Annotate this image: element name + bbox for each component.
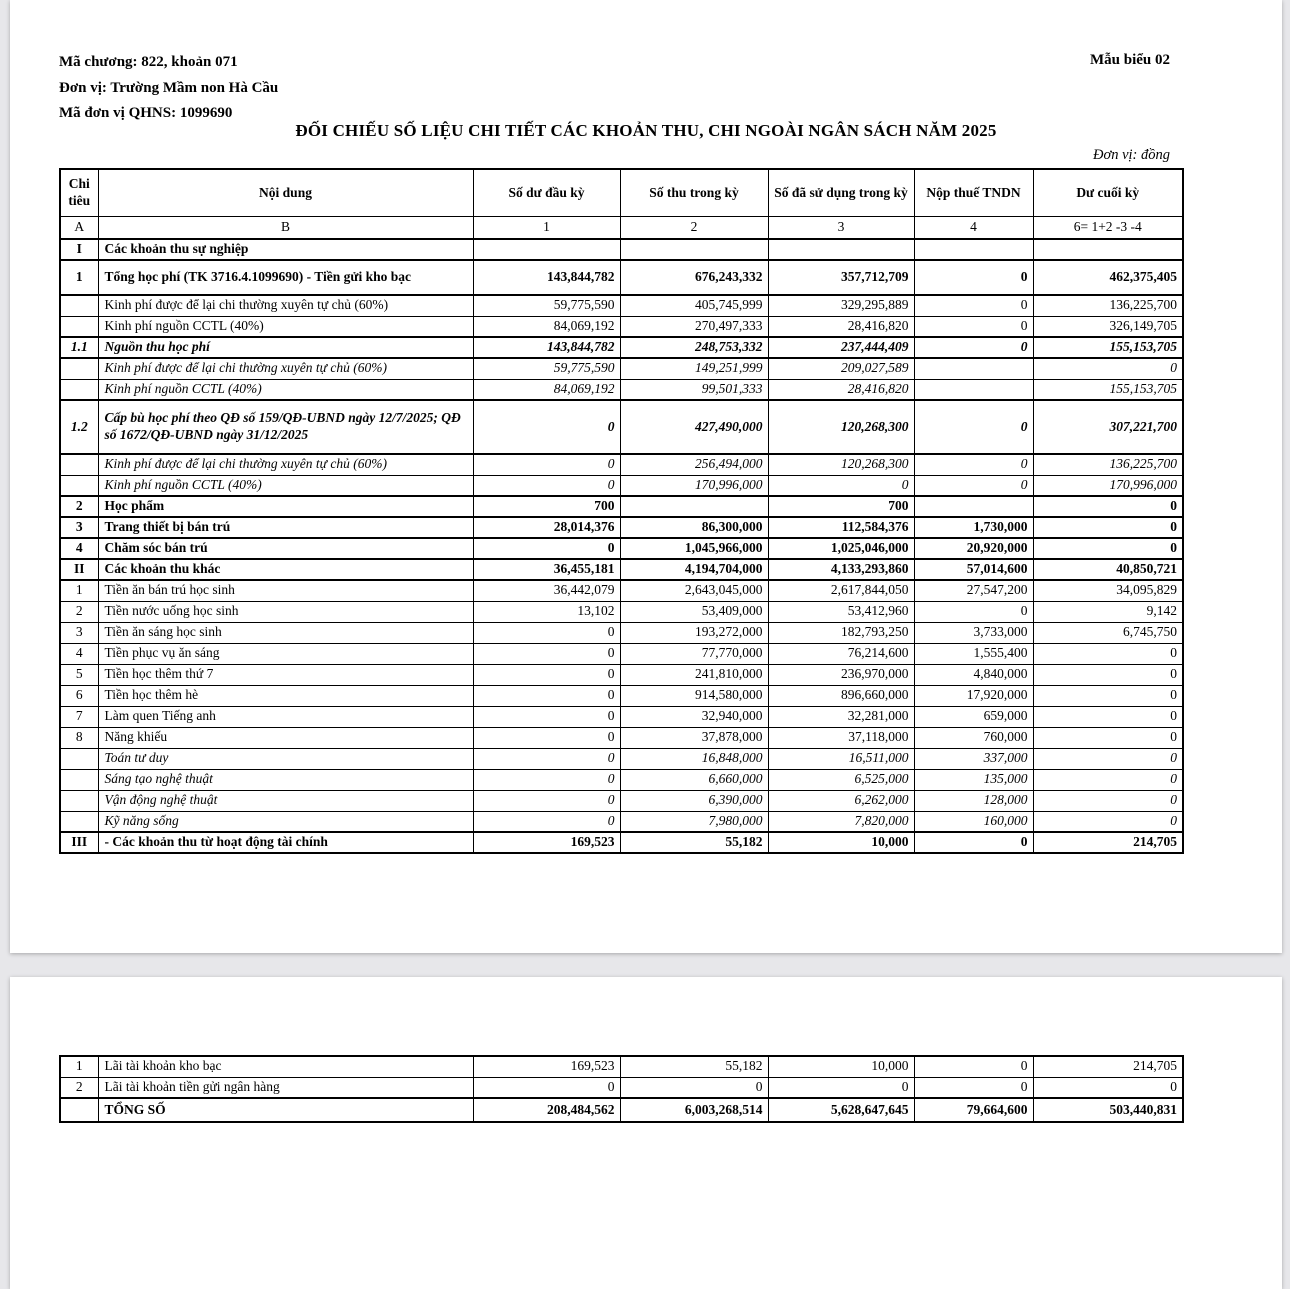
cell-item-code: 1 — [60, 580, 98, 601]
cell-opening-balance: 13,102 — [473, 601, 620, 622]
cell-revenue-in-period: 7,980,000 — [620, 811, 768, 832]
cell-opening-balance: 59,775,590 — [473, 295, 620, 316]
cell-used-in-period: 10,000 — [768, 832, 914, 853]
cell-opening-balance: 0 — [473, 706, 620, 727]
cell-tndn-tax — [914, 496, 1033, 517]
cell-item-code: I — [60, 239, 98, 260]
cell-closing-balance: 0 — [1033, 643, 1183, 664]
cell-revenue-in-period — [620, 496, 768, 517]
cell-revenue-in-period: 427,490,000 — [620, 400, 768, 454]
cell-item-code: 1 — [60, 1056, 98, 1077]
cell-content-label: Toán tư duy — [98, 748, 473, 769]
cell-closing-balance: 34,095,829 — [1033, 580, 1183, 601]
cell-revenue-in-period: 16,848,000 — [620, 748, 768, 769]
qhns-code-line: Mã đơn vị QHNS: 1099690 — [59, 105, 233, 121]
table-row — [60, 664, 1183, 685]
cell-revenue-in-period: 2,643,045,000 — [620, 580, 768, 601]
column-header-2: Số dư đầu kỳ — [473, 169, 620, 217]
cell-revenue-in-period: 1,045,966,000 — [620, 538, 768, 559]
cell-used-in-period: 329,295,889 — [768, 295, 914, 316]
cell-tndn-tax: 659,000 — [914, 706, 1033, 727]
cell-content-label: Tổng học phí (TK 3716.4.1099690) - Tiền gửi kho bạc — [98, 260, 473, 295]
table-row — [60, 601, 1183, 622]
column-index-2: 1 — [473, 217, 620, 240]
chapter-code-line: Mã chương: 822, khoản 071 — [59, 54, 238, 70]
cell-revenue-in-period: 6,003,268,514 — [620, 1098, 768, 1122]
cell-closing-balance: 9,142 — [1033, 601, 1183, 622]
cell-tndn-tax: 57,014,600 — [914, 559, 1033, 580]
cell-closing-balance: 0 — [1033, 790, 1183, 811]
cell-tndn-tax: 17,920,000 — [914, 685, 1033, 706]
document-meta — [59, 50, 278, 127]
cell-content-label: Tiền học thêm thứ 7 — [98, 664, 473, 685]
header-index-row — [60, 217, 1183, 240]
cell-opening-balance: 700 — [473, 496, 620, 517]
cell-content-label: TỔNG SỐ — [98, 1098, 473, 1122]
cell-item-code: 5 — [60, 664, 98, 685]
cell-opening-balance: 84,069,192 — [473, 379, 620, 400]
cell-item-code — [60, 379, 98, 400]
cell-content-label: Tiền học thêm hè — [98, 685, 473, 706]
cell-content-label: Tiền nước uống học sinh — [98, 601, 473, 622]
cell-item-code: 1.1 — [60, 337, 98, 358]
cell-opening-balance: 0 — [473, 622, 620, 643]
cell-content-label: Các khoản thu khác — [98, 559, 473, 580]
column-index-0: A — [60, 217, 98, 240]
cell-item-code: 4 — [60, 643, 98, 664]
cell-tndn-tax: 135,000 — [914, 769, 1033, 790]
cell-revenue-in-period: 4,194,704,000 — [620, 559, 768, 580]
cell-revenue-in-period: 914,580,000 — [620, 685, 768, 706]
cell-tndn-tax — [914, 358, 1033, 379]
cell-opening-balance: 143,844,782 — [473, 260, 620, 295]
cell-used-in-period: 7,820,000 — [768, 811, 914, 832]
cell-revenue-in-period: 55,182 — [620, 832, 768, 853]
cell-opening-balance: 0 — [473, 538, 620, 559]
cell-tndn-tax: 160,000 — [914, 811, 1033, 832]
table-row — [60, 475, 1183, 496]
cell-item-code: 2 — [60, 496, 98, 517]
cell-closing-balance: 0 — [1033, 685, 1183, 706]
cell-tndn-tax: 4,840,000 — [914, 664, 1033, 685]
reconciliation-table — [59, 168, 1184, 854]
cell-tndn-tax: 0 — [914, 1077, 1033, 1098]
cell-item-code: 1 — [60, 260, 98, 295]
cell-closing-balance: 0 — [1033, 538, 1183, 559]
cell-used-in-period: 237,444,409 — [768, 337, 914, 358]
cell-content-label: Vận động nghệ thuật — [98, 790, 473, 811]
cell-used-in-period: 5,628,647,645 — [768, 1098, 914, 1122]
cell-closing-balance: 0 — [1033, 664, 1183, 685]
unit-name-line: Đơn vị: Trường Mầm non Hà Cầu — [59, 79, 279, 96]
table-row — [60, 1098, 1183, 1122]
cell-tndn-tax: 27,547,200 — [914, 580, 1033, 601]
cell-content-label: Nguồn thu học phí — [98, 337, 473, 358]
cell-item-code: 2 — [60, 1077, 98, 1098]
cell-closing-balance: 0 — [1033, 1077, 1183, 1098]
cell-tndn-tax: 0 — [914, 832, 1033, 853]
cell-content-label: Kinh phí nguồn CCTL (40%) — [98, 475, 473, 496]
cell-tndn-tax: 337,000 — [914, 748, 1033, 769]
cell-used-in-period: 2,617,844,050 — [768, 580, 914, 601]
table-body — [60, 239, 1183, 853]
table-row — [60, 239, 1183, 260]
cell-revenue-in-period: 99,501,333 — [620, 379, 768, 400]
cell-revenue-in-period: 149,251,999 — [620, 358, 768, 379]
cell-tndn-tax — [914, 379, 1033, 400]
cell-opening-balance — [473, 239, 620, 260]
cell-content-label: Lãi tài khoản tiền gửi ngân hàng — [98, 1077, 473, 1098]
table-row — [60, 706, 1183, 727]
table-row — [60, 1077, 1183, 1098]
cell-used-in-period — [768, 239, 914, 260]
table-row — [60, 790, 1183, 811]
cell-opening-balance: 0 — [473, 1077, 620, 1098]
cell-opening-balance: 28,014,376 — [473, 517, 620, 538]
cell-revenue-in-period: 6,660,000 — [620, 769, 768, 790]
table-row — [60, 496, 1183, 517]
cell-used-in-period: 4,133,293,860 — [768, 559, 914, 580]
table-row — [60, 454, 1183, 475]
cell-content-label: Học phẩm — [98, 496, 473, 517]
cell-tndn-tax: 20,920,000 — [914, 538, 1033, 559]
cell-used-in-period: 10,000 — [768, 1056, 914, 1077]
cell-opening-balance: 36,455,181 — [473, 559, 620, 580]
cell-revenue-in-period: 193,272,000 — [620, 622, 768, 643]
cell-opening-balance: 0 — [473, 727, 620, 748]
cell-revenue-in-period: 405,745,999 — [620, 295, 768, 316]
cell-content-label: Kinh phí được để lại chi thường xuyên tự chủ (60%) — [98, 454, 473, 475]
cell-closing-balance: 170,996,000 — [1033, 475, 1183, 496]
table-row — [60, 538, 1183, 559]
cell-opening-balance: 0 — [473, 769, 620, 790]
cell-tndn-tax: 3,733,000 — [914, 622, 1033, 643]
cell-used-in-period: 112,584,376 — [768, 517, 914, 538]
cell-tndn-tax: 0 — [914, 475, 1033, 496]
column-header-6: Dư cuối kỳ — [1033, 169, 1183, 217]
cell-item-code: 3 — [60, 517, 98, 538]
cell-closing-balance: 326,149,705 — [1033, 316, 1183, 337]
cell-closing-balance: 40,850,721 — [1033, 559, 1183, 580]
cell-opening-balance: 0 — [473, 475, 620, 496]
cell-closing-balance: 0 — [1033, 769, 1183, 790]
table-header — [60, 169, 1183, 239]
cell-closing-balance — [1033, 239, 1183, 260]
cell-used-in-period: 236,970,000 — [768, 664, 914, 685]
cell-tndn-tax: 0 — [914, 337, 1033, 358]
table-row — [60, 685, 1183, 706]
table-row — [60, 260, 1183, 295]
cell-tndn-tax: 0 — [914, 316, 1033, 337]
cell-revenue-in-period: 55,182 — [620, 1056, 768, 1077]
cell-used-in-period: 6,262,000 — [768, 790, 914, 811]
cell-tndn-tax — [914, 239, 1033, 260]
cell-used-in-period: 357,712,709 — [768, 260, 914, 295]
cell-content-label: Trang thiết bị bán trú — [98, 517, 473, 538]
cell-used-in-period: 53,412,960 — [768, 601, 914, 622]
cell-item-code — [60, 769, 98, 790]
cell-content-label: Kinh phí nguồn CCTL (40%) — [98, 379, 473, 400]
cell-opening-balance: 0 — [473, 685, 620, 706]
table-row — [60, 337, 1183, 358]
cell-tndn-tax: 1,555,400 — [914, 643, 1033, 664]
cell-closing-balance: 0 — [1033, 358, 1183, 379]
cell-used-in-period: 896,660,000 — [768, 685, 914, 706]
cell-opening-balance: 59,775,590 — [473, 358, 620, 379]
cell-closing-balance: 0 — [1033, 517, 1183, 538]
cell-used-in-period: 1,025,046,000 — [768, 538, 914, 559]
cell-revenue-in-period: 270,497,333 — [620, 316, 768, 337]
table-row — [60, 727, 1183, 748]
cell-closing-balance: 0 — [1033, 496, 1183, 517]
cell-tndn-tax: 0 — [914, 1056, 1033, 1077]
cell-content-label: Tiền ăn sáng học sinh — [98, 622, 473, 643]
table-row — [60, 643, 1183, 664]
column-index-6: 6= 1+2 -3 -4 — [1033, 217, 1183, 240]
cell-content-label: Tiền phục vụ ăn sáng — [98, 643, 473, 664]
cell-revenue-in-period: 256,494,000 — [620, 454, 768, 475]
cell-closing-balance: 155,153,705 — [1033, 379, 1183, 400]
cell-revenue-in-period: 241,810,000 — [620, 664, 768, 685]
cell-closing-balance: 0 — [1033, 748, 1183, 769]
table-row — [60, 622, 1183, 643]
cell-item-code — [60, 454, 98, 475]
cell-opening-balance: 0 — [473, 400, 620, 454]
cell-item-code: 7 — [60, 706, 98, 727]
cell-opening-balance: 84,069,192 — [473, 316, 620, 337]
table-row — [60, 517, 1183, 538]
table-row — [60, 559, 1183, 580]
table-row — [60, 358, 1183, 379]
cell-opening-balance: 169,523 — [473, 832, 620, 853]
cell-content-label: Kinh phí nguồn CCTL (40%) — [98, 316, 473, 337]
cell-closing-balance: 0 — [1033, 706, 1183, 727]
cell-used-in-period: 120,268,300 — [768, 400, 914, 454]
cell-item-code: 2 — [60, 601, 98, 622]
cell-closing-balance: 214,705 — [1033, 1056, 1183, 1077]
cell-revenue-in-period: 53,409,000 — [620, 601, 768, 622]
cell-used-in-period: 76,214,600 — [768, 643, 914, 664]
column-index-3: 2 — [620, 217, 768, 240]
cell-item-code — [60, 475, 98, 496]
cell-content-label: Kinh phí được để lại chi thường xuyên tự chủ (60%) — [98, 295, 473, 316]
cell-closing-balance: 136,225,700 — [1033, 295, 1183, 316]
page-1 — [10, 0, 1282, 953]
cell-item-code: 3 — [60, 622, 98, 643]
cell-item-code: 4 — [60, 538, 98, 559]
cell-closing-balance: 503,440,831 — [1033, 1098, 1183, 1122]
cell-revenue-in-period — [620, 239, 768, 260]
currency-unit-note: Đơn vị: đồng — [1092, 147, 1170, 163]
cell-item-code: II — [60, 559, 98, 580]
cell-content-label: Sáng tạo nghệ thuật — [98, 769, 473, 790]
column-header-4: Số đã sử dụng trong kỳ — [768, 169, 914, 217]
cell-used-in-period: 6,525,000 — [768, 769, 914, 790]
cell-closing-balance: 0 — [1033, 727, 1183, 748]
cell-tndn-tax: 128,000 — [914, 790, 1033, 811]
cell-tndn-tax: 1,730,000 — [914, 517, 1033, 538]
cell-revenue-in-period: 6,390,000 — [620, 790, 768, 811]
document-title: ĐỐI CHIẾU SỐ LIỆU CHI TIẾT CÁC KHOẢN THU, CHI NGOÀI NGÂN SÁCH NĂM 2025 — [295, 121, 997, 140]
table-row — [60, 295, 1183, 316]
cell-closing-balance: 155,153,705 — [1033, 337, 1183, 358]
cell-content-label: Cấp bù học phí theo QĐ số 159/QĐ-UBND ngày 12/7/2025; QĐ số 1672/QĐ-UBND ngày 31/12/2025 — [98, 400, 473, 454]
cell-content-label: Chăm sóc bán trú — [98, 538, 473, 559]
header-label-row — [60, 169, 1183, 217]
column-header-3: Số thu trong kỳ — [620, 169, 768, 217]
cell-content-label: Kinh phí được để lại chi thường xuyên tự chủ (60%) — [98, 358, 473, 379]
cell-opening-balance: 0 — [473, 454, 620, 475]
cell-opening-balance: 0 — [473, 664, 620, 685]
cell-tndn-tax: 0 — [914, 601, 1033, 622]
cell-content-label: Các khoản thu sự nghiệp — [98, 239, 473, 260]
cell-closing-balance: 307,221,700 — [1033, 400, 1183, 454]
cell-used-in-period: 16,511,000 — [768, 748, 914, 769]
cell-opening-balance: 36,442,079 — [473, 580, 620, 601]
cell-content-label: Lãi tài khoản kho bạc — [98, 1056, 473, 1077]
cell-opening-balance: 0 — [473, 790, 620, 811]
cell-opening-balance: 0 — [473, 811, 620, 832]
cell-opening-balance: 0 — [473, 748, 620, 769]
cell-used-in-period: 32,281,000 — [768, 706, 914, 727]
cell-used-in-period: 37,118,000 — [768, 727, 914, 748]
cell-used-in-period: 120,268,300 — [768, 454, 914, 475]
cell-item-code: 6 — [60, 685, 98, 706]
cell-item-code: 8 — [60, 727, 98, 748]
cell-item-code — [60, 1098, 98, 1122]
cell-item-code — [60, 748, 98, 769]
cell-revenue-in-period: 248,753,332 — [620, 337, 768, 358]
table-row — [60, 748, 1183, 769]
cell-tndn-tax: 79,664,600 — [914, 1098, 1033, 1122]
cell-revenue-in-period: 37,878,000 — [620, 727, 768, 748]
cell-item-code — [60, 295, 98, 316]
cell-opening-balance: 169,523 — [473, 1056, 620, 1077]
cell-item-code — [60, 790, 98, 811]
column-header-5: Nộp thuế TNDN — [914, 169, 1033, 217]
cell-closing-balance: 214,705 — [1033, 832, 1183, 853]
cell-item-code — [60, 358, 98, 379]
cell-tndn-tax: 760,000 — [914, 727, 1033, 748]
cell-content-label: - Các khoản thu từ hoạt động tài chính — [98, 832, 473, 853]
cell-tndn-tax: 0 — [914, 454, 1033, 475]
reconciliation-table-continued — [59, 1055, 1184, 1123]
cell-revenue-in-period: 170,996,000 — [620, 475, 768, 496]
table-row — [60, 400, 1183, 454]
cell-tndn-tax: 0 — [914, 295, 1033, 316]
cell-closing-balance: 136,225,700 — [1033, 454, 1183, 475]
cell-item-code — [60, 316, 98, 337]
cell-item-code — [60, 811, 98, 832]
cell-opening-balance: 208,484,562 — [473, 1098, 620, 1122]
table-body-continued — [60, 1056, 1183, 1122]
cell-revenue-in-period: 0 — [620, 1077, 768, 1098]
cell-used-in-period: 209,027,589 — [768, 358, 914, 379]
cell-revenue-in-period: 86,300,000 — [620, 517, 768, 538]
cell-content-label: Tiền ăn bán trú học sinh — [98, 580, 473, 601]
cell-opening-balance: 143,844,782 — [473, 337, 620, 358]
cell-used-in-period: 0 — [768, 1077, 914, 1098]
cell-item-code: 1.2 — [60, 400, 98, 454]
cell-revenue-in-period: 32,940,000 — [620, 706, 768, 727]
cell-used-in-period: 0 — [768, 475, 914, 496]
column-index-5: 4 — [914, 217, 1033, 240]
column-index-1: B — [98, 217, 473, 240]
cell-content-label: Năng khiếu — [98, 727, 473, 748]
cell-closing-balance: 0 — [1033, 811, 1183, 832]
cell-item-code: III — [60, 832, 98, 853]
cell-closing-balance: 462,375,405 — [1033, 260, 1183, 295]
table-row — [60, 316, 1183, 337]
cell-opening-balance: 0 — [473, 643, 620, 664]
table-row — [60, 379, 1183, 400]
column-header-0: Chi tiêu — [60, 169, 98, 217]
table-row — [60, 832, 1183, 853]
cell-content-label: Làm quen Tiếng anh — [98, 706, 473, 727]
cell-used-in-period: 28,416,820 — [768, 316, 914, 337]
cell-tndn-tax: 0 — [914, 260, 1033, 295]
column-index-4: 3 — [768, 217, 914, 240]
page-2 — [10, 977, 1282, 1289]
cell-used-in-period: 182,793,250 — [768, 622, 914, 643]
cell-closing-balance: 6,745,750 — [1033, 622, 1183, 643]
form-number-label: Mẫu biểu 02 — [1089, 52, 1170, 68]
column-header-1: Nội dung — [98, 169, 473, 217]
cell-content-label: Kỹ năng sống — [98, 811, 473, 832]
cell-tndn-tax: 0 — [914, 400, 1033, 454]
table-row — [60, 769, 1183, 790]
table-row — [60, 580, 1183, 601]
table-row — [60, 811, 1183, 832]
cell-revenue-in-period: 77,770,000 — [620, 643, 768, 664]
cell-revenue-in-period: 676,243,332 — [620, 260, 768, 295]
cell-used-in-period: 700 — [768, 496, 914, 517]
cell-used-in-period: 28,416,820 — [768, 379, 914, 400]
table-row — [60, 1056, 1183, 1077]
